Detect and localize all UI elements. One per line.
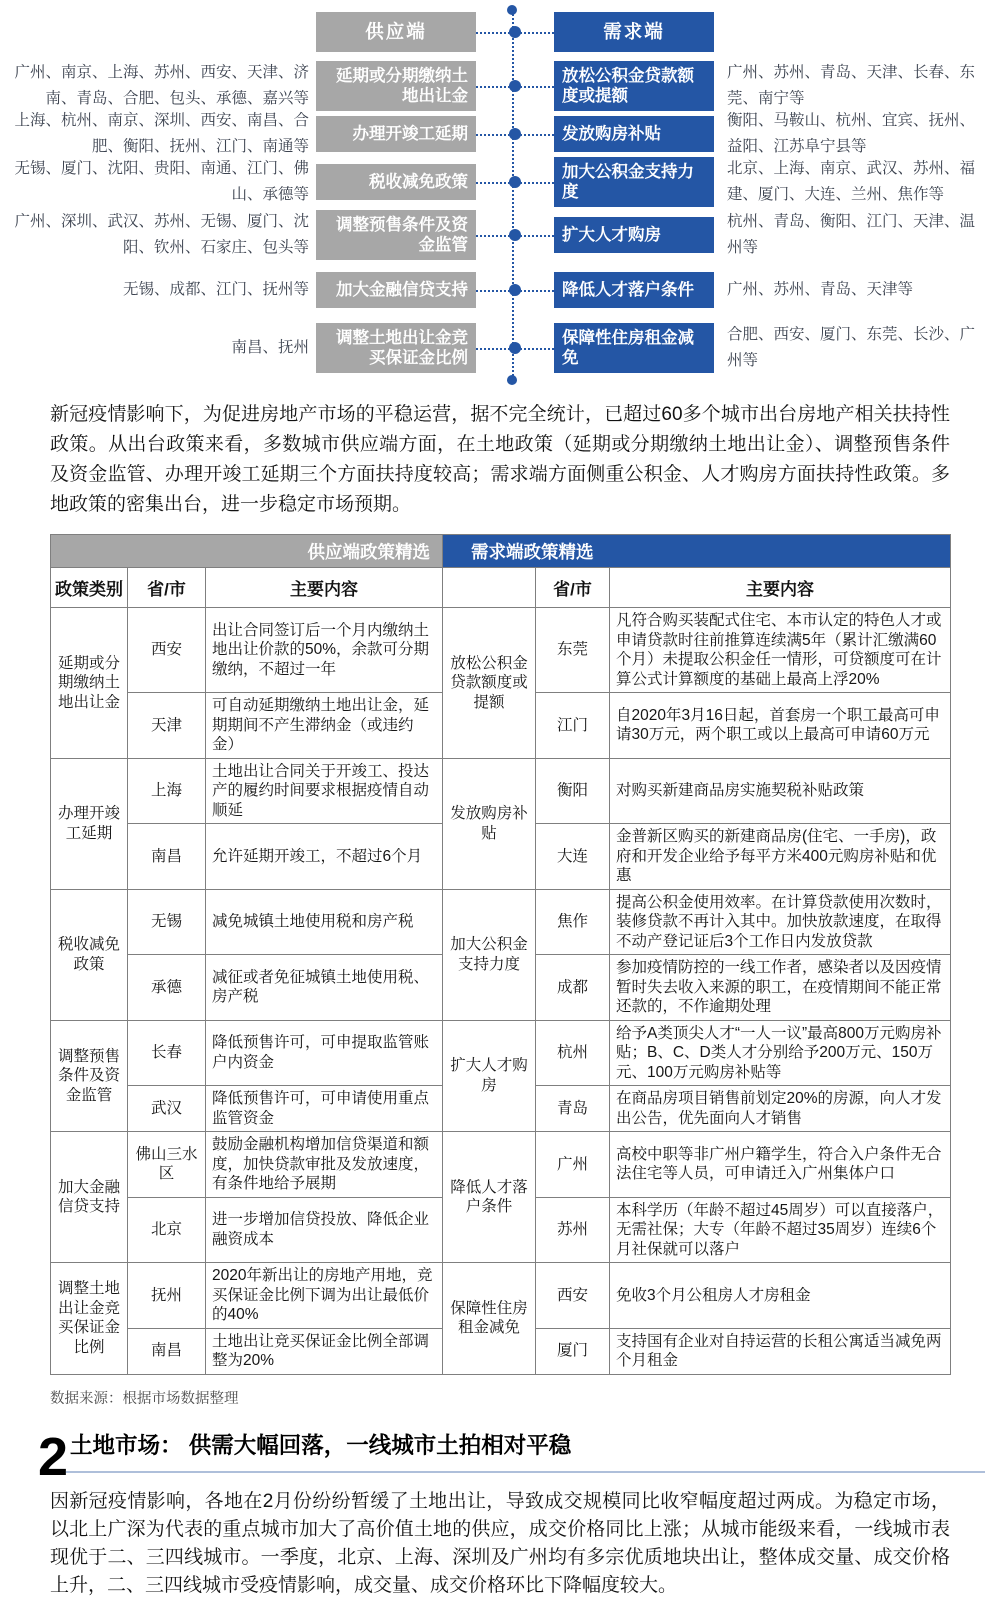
demand-policy-box: 发放购房补贴 (554, 116, 714, 152)
col-header-demand-category (443, 568, 536, 608)
connector-dot (509, 128, 521, 140)
table-row (51, 758, 951, 824)
diagram-row (0, 272, 1000, 308)
supply-province-cell: 长春 (128, 1020, 206, 1086)
demand-content-cell: 免收3个月公租房人才房租金 (610, 1263, 951, 1329)
connector-dot (509, 284, 521, 296)
demand-province-cell: 苏州 (536, 1197, 610, 1263)
source-note: 数据来源：根据市场数据整理 (50, 1390, 239, 1407)
demand-category-cell: 放松公积金贷款额度或提额 (443, 608, 536, 759)
col-header-category: 政策类别 (51, 568, 128, 608)
supply-content-cell: 鼓励金融机构增加信贷渠道和额度，加快贷款审批及发放速度，有条件地给予展期 (206, 1132, 443, 1198)
col-header-content-demand: 主要内容 (610, 568, 951, 608)
demand-content-cell: 金普新区购买的新建商品房(住宅、一手房)，政府和开发企业给予每平方米400元购房补贴和优惠 (610, 824, 951, 890)
supply-content-cell: 降低预售许可，可申请使用重点监管资金 (206, 1086, 443, 1132)
supply-policy-box: 税收减免政策 (316, 164, 476, 200)
supply-policy-box: 延期或分期缴纳土地出让金 (316, 61, 476, 111)
connector-line (476, 322, 554, 374)
connector-line (476, 272, 554, 308)
table-row (51, 1263, 951, 1329)
supply-cities: 无锡、成都、江门、抚州等 (122, 281, 309, 298)
supply-content-cell: 可自动延期缴纳土地出让金，延期期间不产生滞纳金（或违约金） (206, 693, 443, 759)
connector-dot (509, 229, 521, 241)
demand-province-cell: 成都 (536, 955, 610, 1021)
demand-policy-box: 降低人才落户条件 (554, 272, 714, 308)
connector-line (476, 60, 554, 112)
supply-band-header: 供应端政策精选 (51, 535, 443, 568)
demand-policy-box: 保障性住房租金减免 (554, 323, 714, 373)
demand-content-cell: 自2020年3月16日起，首套房一个职工最高可申请30万元，两个职工或以上最高可申请60万元 (610, 693, 951, 759)
supply-content-cell: 降低预售许可，可申提取监管账户内资金 (206, 1020, 443, 1086)
supply-category-cell: 办理开竣工延期 (51, 758, 128, 889)
table-row (51, 1132, 951, 1198)
table-row (51, 1020, 951, 1086)
demand-content-cell: 本科学历（年龄不超过45周岁）可以直接落户，无需社保；大专（年龄不超过35周岁）连续6个月社保就可以落户 (610, 1197, 951, 1263)
diagram-row (0, 60, 1000, 112)
supply-content-cell: 减免城镇土地使用税和房产税 (206, 889, 443, 955)
supply-cities: 无锡、厦门、沈阳、贵阳、南通、江门、佛山、承德等 (14, 160, 309, 203)
table-column-header-row (51, 568, 951, 608)
intro-paragraph: 新冠疫情影响下，为促进房地产市场的平稳运营，据不完全统计，已超过60多个城市出台房地产相关扶持性政策。从出台政策来看，多数城市供应端方面，在土地政策（延期或分期缴纳土地出让金）、调整预售条件及资金监管、办理开竣工延期三个方面扶持度较高；需求端方面侧重公积金、人才购房方面扶持性政策。多地政策的密集出台，进一步稳定市场预期。 (50, 404, 950, 515)
policy-table (50, 534, 951, 1375)
demand-policy-box: 放松公积金贷款额度或提额 (554, 61, 714, 111)
connector-line (476, 12, 554, 52)
demand-cities: 广州、苏州、青岛、天津等 (727, 281, 914, 298)
demand-cities: 衡阳、马鞍山、杭州、宜宾、抚州、益阳、江苏阜宁县等 (727, 112, 976, 155)
connector-dot (509, 342, 521, 354)
table-row (51, 608, 951, 693)
section-paragraph: 因新冠疫情影响，各地在2月份纷纷暂缓了土地出让，导致成交规模同比收窄幅度超过两成。为稳定市场，以北上广深为代表的重点城市加大了高价值土地的供应，成交价格同比上涨；从城市能级来看，一线城市表现优于二、三四线城市。一季度，北京、上海、深圳及广州均有多宗优质地块出让，整体成交量、成交价格上升，二、三四线城市受疫情影响，成交量、成交价格环比下降幅度较大。 (50, 1490, 950, 1596)
connector-line (476, 209, 554, 261)
col-header-province-demand: 省/市 (536, 568, 610, 608)
demand-category-cell: 发放购房补贴 (443, 758, 536, 889)
demand-category-cell: 加大公积金支持力度 (443, 889, 536, 1020)
supply-province-cell: 无锡 (128, 889, 206, 955)
supply-policy-box: 调整预售条件及资金监管 (316, 210, 476, 260)
demand-category-cell: 保障性住房租金减免 (443, 1263, 536, 1375)
demand-policy-box: 加大公积金支持力度 (554, 157, 714, 207)
diagram-row (0, 108, 1000, 160)
demand-province-cell: 大连 (536, 824, 610, 890)
supply-province-cell: 抚州 (128, 1263, 206, 1329)
supply-province-cell: 南昌 (128, 824, 206, 890)
connector-dot (509, 80, 521, 92)
demand-category-cell: 降低人才落户条件 (443, 1132, 536, 1263)
connector-line (476, 108, 554, 160)
demand-province-cell: 焦作 (536, 889, 610, 955)
demand-content-cell: 提高公积金使用效率。在计算贷款使用次数时，装修贷款不再计入其中。加快放款速度，在取得不动产登记证后3个工作日内发放贷款 (610, 889, 951, 955)
supply-content-cell: 出让合同签订后一个月内缴纳土地出让价款的50%，余款可分期缴纳，不超过一年 (206, 608, 443, 693)
demand-content-cell: 对购买新建商品房实施契税补贴政策 (610, 758, 951, 824)
supply-province-cell: 南昌 (128, 1328, 206, 1374)
supply-cities: 南昌、抚州 (231, 339, 309, 356)
section-number: 2 (38, 1427, 67, 1488)
demand-cities: 合肥、西安、厦门、东莞、长沙、广州等 (727, 326, 976, 369)
demand-band-header: 需求端政策精选 (443, 535, 951, 568)
supply-category-cell: 加大金融信贷支持 (51, 1132, 128, 1263)
demand-content-cell: 支持国有企业对自持运营的长租公寓适当减免两个月租金 (610, 1328, 951, 1374)
demand-cities: 杭州、青岛、衡阳、江门、天津、温州等 (727, 213, 976, 256)
supply-policy-box: 办理开竣工延期 (316, 116, 476, 152)
supply-policy-box: 加大金融信贷支持 (316, 272, 476, 308)
col-header-content: 主要内容 (206, 568, 443, 608)
supply-category-cell: 调整预售条件及资金监管 (51, 1020, 128, 1132)
demand-content-cell: 高校中职等非广州户籍学生，符合入户条件无合法住宅等人员，可申请迁入广州集体户口 (610, 1132, 951, 1198)
section-2-header (38, 1427, 985, 1488)
supply-header-box: 供应端 (316, 12, 476, 52)
supply-content-cell: 允许延期开竣工，不超过6个月 (206, 824, 443, 890)
connector-dot (509, 26, 521, 38)
demand-province-cell: 青岛 (536, 1086, 610, 1132)
supply-province-cell: 佛山三水区 (128, 1132, 206, 1198)
supply-province-cell: 承德 (128, 955, 206, 1021)
demand-content-cell: 凡符合购买装配式住宅、本市认定的特色人才或申请贷款时往前推算连续满5年（累计汇缴满60个月）未提取公积金任一情形，可贷额度可在计算公式计算额度的基础上最高上浮20% (610, 608, 951, 693)
col-header-province: 省/市 (128, 568, 206, 608)
line-end-dot-bottom (507, 375, 517, 385)
connector-dot (509, 176, 521, 188)
demand-province-cell: 杭州 (536, 1020, 610, 1086)
demand-header-box: 需求端 (554, 12, 714, 52)
demand-province-cell: 西安 (536, 1263, 610, 1329)
supply-content-cell: 土地出让合同关于开竣工、投达产的履约时间要求根据疫情自动顺延 (206, 758, 443, 824)
supply-category-cell: 调整土地出让金竞买保证金比例 (51, 1263, 128, 1375)
supply-cities: 广州、深圳、武汉、苏州、无锡、厦门、沈阳、钦州、石家庄、包头等 (14, 213, 309, 256)
supply-content-cell: 进一步增加信贷投放、降低企业融资成本 (206, 1197, 443, 1263)
demand-policy-box: 扩大人才购房 (554, 217, 714, 253)
demand-content-cell: 给予A类顶尖人才“一人一议”最高800万元购房补贴；B、C、D类人才分别给予200万元、150万元、100万元购房补贴等 (610, 1020, 951, 1086)
section-title: 土地市场： 供需大幅回落，一线城市土拍相对平稳 (66, 1428, 985, 1473)
table-band-row (51, 535, 951, 568)
demand-cities: 北京、上海、南京、武汉、苏州、福建、厦门、大连、兰州、焦作等 (727, 160, 976, 203)
supply-category-cell: 税收减免政策 (51, 889, 128, 1020)
demand-province-cell: 广州 (536, 1132, 610, 1198)
demand-content-cell: 参加疫情防控的一线工作者，感染者以及因疫情暂时失去收入来源的职工，在疫情期间不能正常还款的，不作逾期处理 (610, 955, 951, 1021)
supply-province-cell: 北京 (128, 1197, 206, 1263)
supply-content-cell: 减征或者免征城镇土地使用税、房产税 (206, 955, 443, 1021)
supply-province-cell: 西安 (128, 608, 206, 693)
connector-line (476, 156, 554, 208)
demand-province-cell: 衡阳 (536, 758, 610, 824)
supply-cities: 广州、南京、上海、苏州、西安、天津、济南、青岛、合肥、包头、承德、嘉兴等 (14, 64, 309, 107)
supply-policy-box: 调整土地出让金竞买保证金比例 (316, 323, 476, 373)
demand-category-cell: 扩大人才购房 (443, 1020, 536, 1132)
supply-province-cell: 上海 (128, 758, 206, 824)
diagram-header-row (0, 12, 1000, 52)
supply-content-cell: 2020年新出让的房地产用地，竞买保证金比例下调为出让最低价的40% (206, 1263, 443, 1329)
supply-category-cell: 延期或分期缴纳土地出让金 (51, 608, 128, 759)
supply-province-cell: 天津 (128, 693, 206, 759)
demand-province-cell: 厦门 (536, 1328, 610, 1374)
table-row (51, 889, 951, 955)
supply-province-cell: 武汉 (128, 1086, 206, 1132)
supply-content-cell: 土地出让竞买保证金比例全部调整为20% (206, 1328, 443, 1374)
demand-content-cell: 在商品房项目销售前划定20%的房源，向人才发出公告，优先面向人才销售 (610, 1086, 951, 1132)
demand-cities: 广州、苏州、青岛、天津、长春、东莞、南宁等 (727, 64, 976, 107)
supply-cities: 上海、杭州、南京、深圳、西安、南昌、合肥、衡阳、抚州、江门、南通等 (14, 112, 309, 155)
demand-province-cell: 江门 (536, 693, 610, 759)
diagram-row (0, 209, 1000, 261)
section-2 (38, 1428, 985, 1600)
policy-diagram (0, 0, 1000, 390)
diagram-row (0, 156, 1000, 208)
diagram-row (0, 322, 1000, 374)
demand-province-cell: 东莞 (536, 608, 610, 693)
